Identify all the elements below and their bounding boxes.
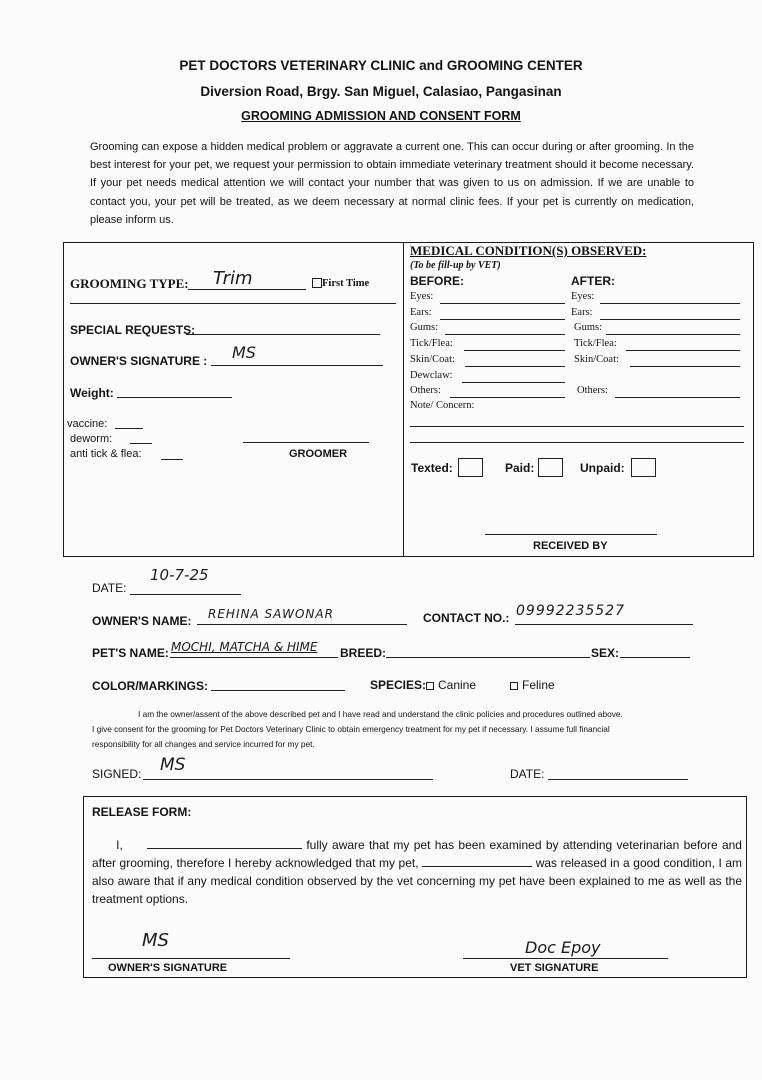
sex-label: SEX: [591,646,620,660]
unpaid-label: Unpaid: [580,461,625,475]
before-field-label: Tick/Flea: [410,338,453,350]
before-field-label: Skin/Coat: [410,353,455,365]
consent-line-1: I am the owner/assent of the above described pet and I have read and understand the clinic policies and procedures outlined above. [138,709,623,719]
breed-label: BREED: [340,646,387,660]
signed-label: SIGNED: [92,767,142,781]
pet-name-label: PET'S NAME: [92,646,169,660]
note-line-1[interactable] [410,414,744,427]
owner-release-signature-label: OWNER'S SIGNATURE [108,962,228,974]
weight-field[interactable] [117,383,232,398]
after-field-label: Eyes: [571,291,595,302]
after-field[interactable] [606,323,740,335]
note-line-2[interactable] [410,430,744,443]
after-label: AFTER: [571,274,615,288]
grooming-extra-line[interactable] [70,290,396,304]
release-name-blank[interactable] [147,836,302,849]
release-pet-blank[interactable] [422,854,532,867]
after-field-label: Gums: [574,322,603,334]
pet-name-value: MOCHI, MATCHA & HIME [171,640,318,654]
before-field-label: Eyes: [410,291,434,302]
species-label: SPECIES: [370,678,427,692]
consent-date-label: DATE: [510,767,545,781]
box-divider [403,243,404,556]
feline-checkbox[interactable] [510,682,518,690]
feline-label: Feline [522,678,555,692]
note-label: Note/ Concern: [410,400,475,411]
vaccine-label: vaccine: [67,418,108,430]
first-time-label: First Time [322,278,370,289]
grooming-type-label: GROOMING TYPE: [70,276,189,291]
after-field[interactable] [600,308,740,320]
after-field-label: Others: [577,385,608,397]
date-value: 10-7-25 [150,566,209,584]
antitick-field[interactable] [161,449,183,460]
intro-paragraph: Grooming can expose a hidden medical problem or aggravate a current one. This can occur during or after grooming. In the best interest for your pet, we request your permission to obtain immediate veterinary treatment should it become necessary. If your pet needs medical attention we will contact your number that was given to us on admission. If we are unable to contact you, your pet will be treated, as we deem necessary at normal clinic fees. If your pet is currently on medication, please inform us. [90,141,694,226]
after-field[interactable] [630,355,740,367]
color-markings-field[interactable] [211,676,345,691]
consent-line-2: I give consent for the grooming for Pet Doctors Veterinary Clinic to obtain emergency treatment for my pet if necessary. I assume full financial [92,724,610,734]
before-field-field[interactable] [445,323,565,335]
medical-title: MEDICAL CONDITION(S) OBSERVED: [410,243,647,258]
contact-value: 09992235527 [516,603,625,619]
breed-field[interactable] [386,643,590,658]
release-text [92,836,742,908]
release-text-i: I, [116,838,123,852]
color-markings-label: COLOR/MARKINGS: [92,679,208,693]
canine-label: Canine [438,678,477,692]
after-field-label: Skin/Coat: [574,353,619,365]
before-field-label: Ears: [410,306,432,318]
owner-release-signature-line[interactable] [92,944,290,959]
texted-label: Texted: [411,461,453,475]
received-by-line[interactable] [485,522,657,535]
vet-signature-label: VET SIGNATURE [510,962,599,974]
after-field-label: Tick/Flea: [574,338,617,350]
weight-label: Weight: [70,386,114,400]
consent-date-field[interactable] [548,764,688,780]
before-field-field[interactable] [464,339,565,351]
release-text-3: was released in a good condition, I am also aware that if any medical condition observed by the vet concerning my pet have been explained to me as well as the treatment options. [92,856,742,906]
before-field-label: Others: [410,385,441,397]
before-field-field[interactable] [462,371,565,383]
before-field-label: Dewclaw: [410,369,453,381]
owner-name-label: OWNER'S NAME: [92,614,192,628]
texted-checkbox[interactable] [458,458,483,477]
date-label: DATE: [92,581,127,595]
owner-name-value: REHINA SAWONAR [208,607,334,621]
special-requests-label: SPECIAL REQUESTS: [70,323,196,337]
canine-checkbox[interactable] [426,682,434,690]
before-field-field[interactable] [440,308,565,320]
signed-value: MS [160,755,186,775]
paid-label: Paid: [505,461,535,475]
groomer-label: GROOMER [289,448,348,460]
after-field[interactable] [600,292,740,304]
owner-release-signature-value: MS [142,930,169,951]
clinic-name: PET DOCTORS VETERINARY CLINIC and GROOMING CENTER [179,58,583,73]
release-text-2: fully aware that my pet has been examined by attending veterinarian before and after grooming, therefore I hereby acknowledged that my pet, [92,838,742,870]
grooming-type-value: Trim [213,268,253,289]
vaccine-field[interactable] [115,418,143,429]
before-field-field[interactable] [465,355,565,367]
before-field-label: Gums: [410,322,439,334]
sex-field[interactable] [620,643,690,658]
paid-checkbox[interactable] [538,458,563,477]
special-requests-field[interactable] [186,320,380,335]
deworm-label: deworm: [70,433,113,445]
deworm-field[interactable] [130,433,152,444]
before-label: BEFORE: [410,274,464,288]
release-title: RELEASE FORM: [92,805,192,819]
unpaid-checkbox[interactable] [631,458,656,477]
after-field[interactable] [615,386,740,398]
signed-field[interactable] [143,764,433,780]
after-field-label: Ears: [571,306,593,318]
after-field[interactable] [626,339,740,351]
before-field-field[interactable] [450,386,565,398]
consent-line-3: responsibility for all changes and service incurred for my pet. [92,739,315,749]
before-field-field[interactable] [440,292,565,304]
first-time-checkbox[interactable] [312,278,322,288]
groomer-signature-line[interactable] [243,430,369,443]
clinic-address: Diversion Road, Brgy. San Miguel, Calasiao, Pangasinan [200,84,562,99]
owner-signature-label: OWNER'S SIGNATURE : [70,354,208,368]
vet-signature-value: Doc Epoy [525,938,601,957]
owner-signature-value: MS [232,343,256,362]
received-by-label: RECEIVED BY [533,540,608,552]
medical-subtitle: (To be fill-up by VET) [410,260,501,271]
form-title: GROOMING ADMISSION AND CONSENT FORM [241,109,521,123]
contact-label: CONTACT NO.: [423,611,510,625]
antitick-label: anti tick & flea: [70,448,142,460]
